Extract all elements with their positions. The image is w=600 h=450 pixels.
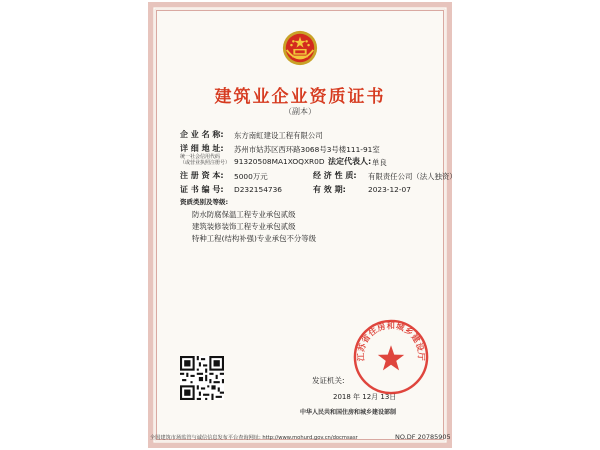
seal-text: 江苏省住房和城乡建设厅 bbox=[355, 320, 427, 362]
company-name-label: 企 业 名 称: bbox=[180, 130, 224, 139]
legal-rep-value: 单良 bbox=[372, 158, 387, 167]
qualification-label: 资质类别及等级: bbox=[180, 198, 229, 206]
credit-code-label-line1: 统一社会信用代码 bbox=[180, 154, 221, 160]
national-emblem-icon bbox=[281, 29, 319, 67]
capital-label: 注 册 资 本: bbox=[180, 171, 224, 180]
economic-nature-value: 有限责任公司（法人独资） bbox=[368, 172, 457, 181]
cert-number-value: D232154736 bbox=[234, 185, 283, 194]
address-label: 详 细 地 址: bbox=[180, 144, 224, 153]
certificate-title: 建筑业企业资质证书 bbox=[214, 87, 386, 107]
address-value: 苏州市姑苏区西环路3068号3号楼111-91室 bbox=[234, 145, 380, 154]
validity-value: 2023-12-07 bbox=[368, 185, 411, 194]
economic-nature-label: 经 济 性 质: bbox=[313, 171, 357, 180]
cert-number-label: 证 书 编 号: bbox=[180, 185, 224, 194]
ministry-imprint: 中华人民共和国住房和城乡建设部制 bbox=[300, 409, 397, 416]
issuer-label: 发证机关: bbox=[312, 376, 345, 385]
capital-value: 5000万元 bbox=[234, 172, 268, 181]
credit-code-label-line2: （或营业执照注册号） bbox=[180, 160, 231, 166]
certificate-serial-number: NO.DF 20785905 bbox=[395, 433, 451, 441]
validity-label: 有 效 期: bbox=[313, 185, 346, 194]
footer-query-url: 全国建筑市场监管与诚信信息发布平台查询网址: http://www.mohurd.gov.cn/docmsasr bbox=[150, 435, 358, 441]
credit-code-value: 91320508MA1XOQXR0D bbox=[234, 157, 325, 166]
official-seal bbox=[352, 318, 430, 396]
qualification-item: 建筑装修装饰工程专业承包贰级 bbox=[192, 222, 296, 231]
qr-code bbox=[180, 356, 224, 400]
company-name-value: 东方南虹建设工程有限公司 bbox=[234, 131, 323, 140]
certificate-subtitle: （副本） bbox=[284, 107, 316, 116]
qualification-item: 特种工程(结构补强)专业承包不分等级 bbox=[192, 234, 317, 243]
qualification-item: 防水防腐保温工程专业承包贰级 bbox=[192, 210, 296, 219]
issue-date: 2018 年 12月 13日 bbox=[333, 393, 397, 401]
legal-rep-label: 法定代表人: bbox=[328, 157, 372, 166]
